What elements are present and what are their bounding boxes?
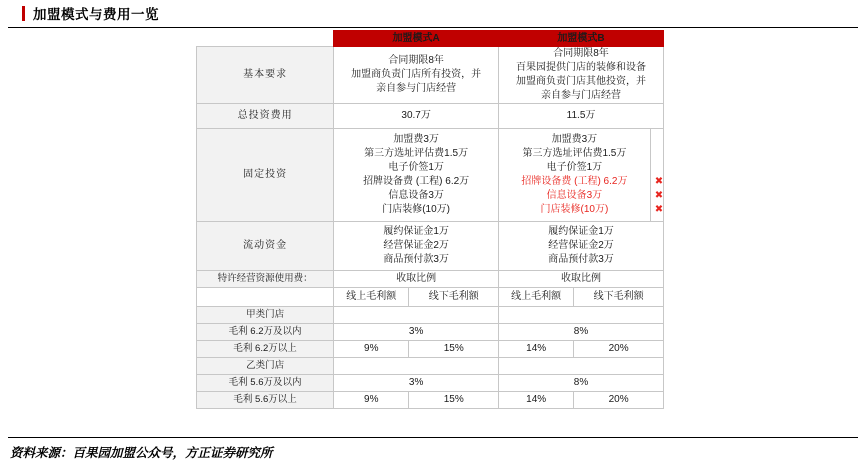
footer-divider xyxy=(8,437,858,438)
cell-col-a-online: 线上毛利额 xyxy=(334,288,409,307)
franchise-fee-table xyxy=(196,30,664,409)
text-line-struck: 招牌设备费 (工程) 6.2万 xyxy=(521,176,628,187)
cell-col-a-offline: 线下毛利额 xyxy=(409,288,499,307)
row-label-total-investment: 总投资费用 xyxy=(197,104,334,129)
text-line: 亲自参与门店经营 xyxy=(376,83,457,94)
header-mode-a: 加盟模式A xyxy=(334,31,499,47)
source-note: 资料来源：百果园加盟公众号，方正证券研究所 xyxy=(10,446,273,460)
text-line: 招牌设备费 (工程) 6.2万 xyxy=(363,176,470,187)
text-line: 加盟商负责门店其他投资，并 xyxy=(516,76,647,87)
x-mark-icon: ✖ xyxy=(654,190,664,201)
row-label-group-jia: 甲类门店 xyxy=(197,307,334,324)
table-row xyxy=(197,288,664,307)
cell-jia-tier2-a-online: 9% xyxy=(334,341,409,358)
cell-jia-tier2-a-offline: 15% xyxy=(409,341,499,358)
text-line: 商品预付款3万 xyxy=(383,254,449,265)
text-line: 履约保证金1万 xyxy=(548,226,614,237)
table-row xyxy=(197,392,664,409)
cell-group-jia-a-blank xyxy=(334,307,499,324)
cell-yi-tier2-a-online: 9% xyxy=(334,392,409,409)
cell-col-b-offline: 线下毛利额 xyxy=(574,288,664,307)
text-line: 加盟商负责门店所有投资，并 xyxy=(351,69,482,80)
cell-fixed-investment-b xyxy=(499,129,651,222)
cell-total-investment-a: 30.7万 xyxy=(334,104,499,129)
table-row xyxy=(197,341,664,358)
text-line: 加盟费3万 xyxy=(551,134,598,145)
text-line: 电子价签1万 xyxy=(546,162,603,173)
cell-basic-req-b xyxy=(499,47,664,104)
text-line: 合同期限8年 xyxy=(388,55,444,66)
text-line: 经营保证金2万 xyxy=(383,240,449,251)
x-mark-icon: ✖ xyxy=(654,204,664,215)
text-line: 合同期限8年 xyxy=(553,48,609,59)
text-line-struck: 信息设备3万 xyxy=(546,190,603,201)
cell-royalty-ratio-b: 收取比例 xyxy=(499,271,664,288)
cell-yi-tier2-b-online: 14% xyxy=(499,392,574,409)
text-line-struck: 门店装修(10万) xyxy=(540,204,609,215)
cell-group-yi-b-blank xyxy=(499,358,664,375)
cell-jia-tier2-b-offline: 20% xyxy=(574,341,664,358)
table-row xyxy=(197,47,664,104)
cell-working-capital-b xyxy=(499,222,664,271)
text-line: 信息设备3万 xyxy=(388,190,444,201)
table-row xyxy=(197,271,664,288)
row-label-jia-tier1: 毛利 6.2万及以内 xyxy=(197,324,334,341)
row-label-jia-tier2: 毛利 6.2万以上 xyxy=(197,341,334,358)
table-row xyxy=(197,358,664,375)
row-label-group-yi: 乙类门店 xyxy=(197,358,334,375)
page-title: 加盟模式与费用一览 xyxy=(33,7,159,22)
table-row xyxy=(197,222,664,271)
cell-fixed-investment-a xyxy=(334,129,499,222)
page-title-bar xyxy=(0,0,866,28)
header-blank-cell xyxy=(197,31,334,47)
cell-jia-tier1-b: 8% xyxy=(499,324,664,341)
title-accent-bar xyxy=(22,6,25,21)
text-line: 第三方选址评估费1.5万 xyxy=(364,148,469,159)
cell-col-b-online: 线上毛利额 xyxy=(499,288,574,307)
text-line: 百果园提供门店的装修和设备 xyxy=(516,62,647,73)
row-label-yi-tier1: 毛利 5.6万及以内 xyxy=(197,375,334,392)
cell-group-yi-a-blank xyxy=(334,358,499,375)
text-line: 履约保证金1万 xyxy=(383,226,449,237)
text-line: 第三方选址评估费1.5万 xyxy=(522,148,627,159)
table-row xyxy=(197,375,664,392)
text-line: 门店装修(10万) xyxy=(382,204,451,215)
cell-yi-tier2-a-offline: 15% xyxy=(409,392,499,409)
cell-fixed-investment-b-marks xyxy=(650,129,663,222)
cell-yi-tier1-a: 3% xyxy=(334,375,499,392)
fee-table-container xyxy=(196,30,664,409)
row-label-basic-requirements: 基本要求 xyxy=(197,47,334,104)
cell-royalty-ratio-a: 收取比例 xyxy=(334,271,499,288)
cell-royalty-blank xyxy=(197,288,334,307)
text-line: 亲自参与门店经营 xyxy=(541,90,622,101)
cell-yi-tier2-b-offline: 20% xyxy=(574,392,664,409)
text-line: 经营保证金2万 xyxy=(548,240,614,251)
row-label-fixed-investment: 固定投资 xyxy=(197,129,334,222)
x-mark-icon: ✖ xyxy=(654,176,664,187)
cell-jia-tier1-a: 3% xyxy=(334,324,499,341)
text-line: 电子价签1万 xyxy=(388,162,444,173)
cell-jia-tier2-b-online: 14% xyxy=(499,341,574,358)
row-label-royalty: 特许经营资源使用费： xyxy=(197,271,334,288)
cell-group-jia-b-blank xyxy=(499,307,664,324)
table-row xyxy=(197,104,664,129)
table-row xyxy=(197,324,664,341)
header-mode-b: 加盟模式B xyxy=(499,31,664,47)
row-label-yi-tier2: 毛利 5.6万以上 xyxy=(197,392,334,409)
cell-yi-tier1-b: 8% xyxy=(499,375,664,392)
cell-working-capital-a xyxy=(334,222,499,271)
text-line: 商品预付款3万 xyxy=(548,254,614,265)
title-divider xyxy=(8,27,858,28)
row-label-working-capital: 流动资金 xyxy=(197,222,334,271)
table-header-row xyxy=(197,31,664,47)
text-line: 加盟费3万 xyxy=(393,134,439,145)
table-row xyxy=(197,129,664,222)
cell-total-investment-b: 11.5万 xyxy=(499,104,664,129)
cell-basic-req-a xyxy=(334,47,499,104)
table-row xyxy=(197,307,664,324)
